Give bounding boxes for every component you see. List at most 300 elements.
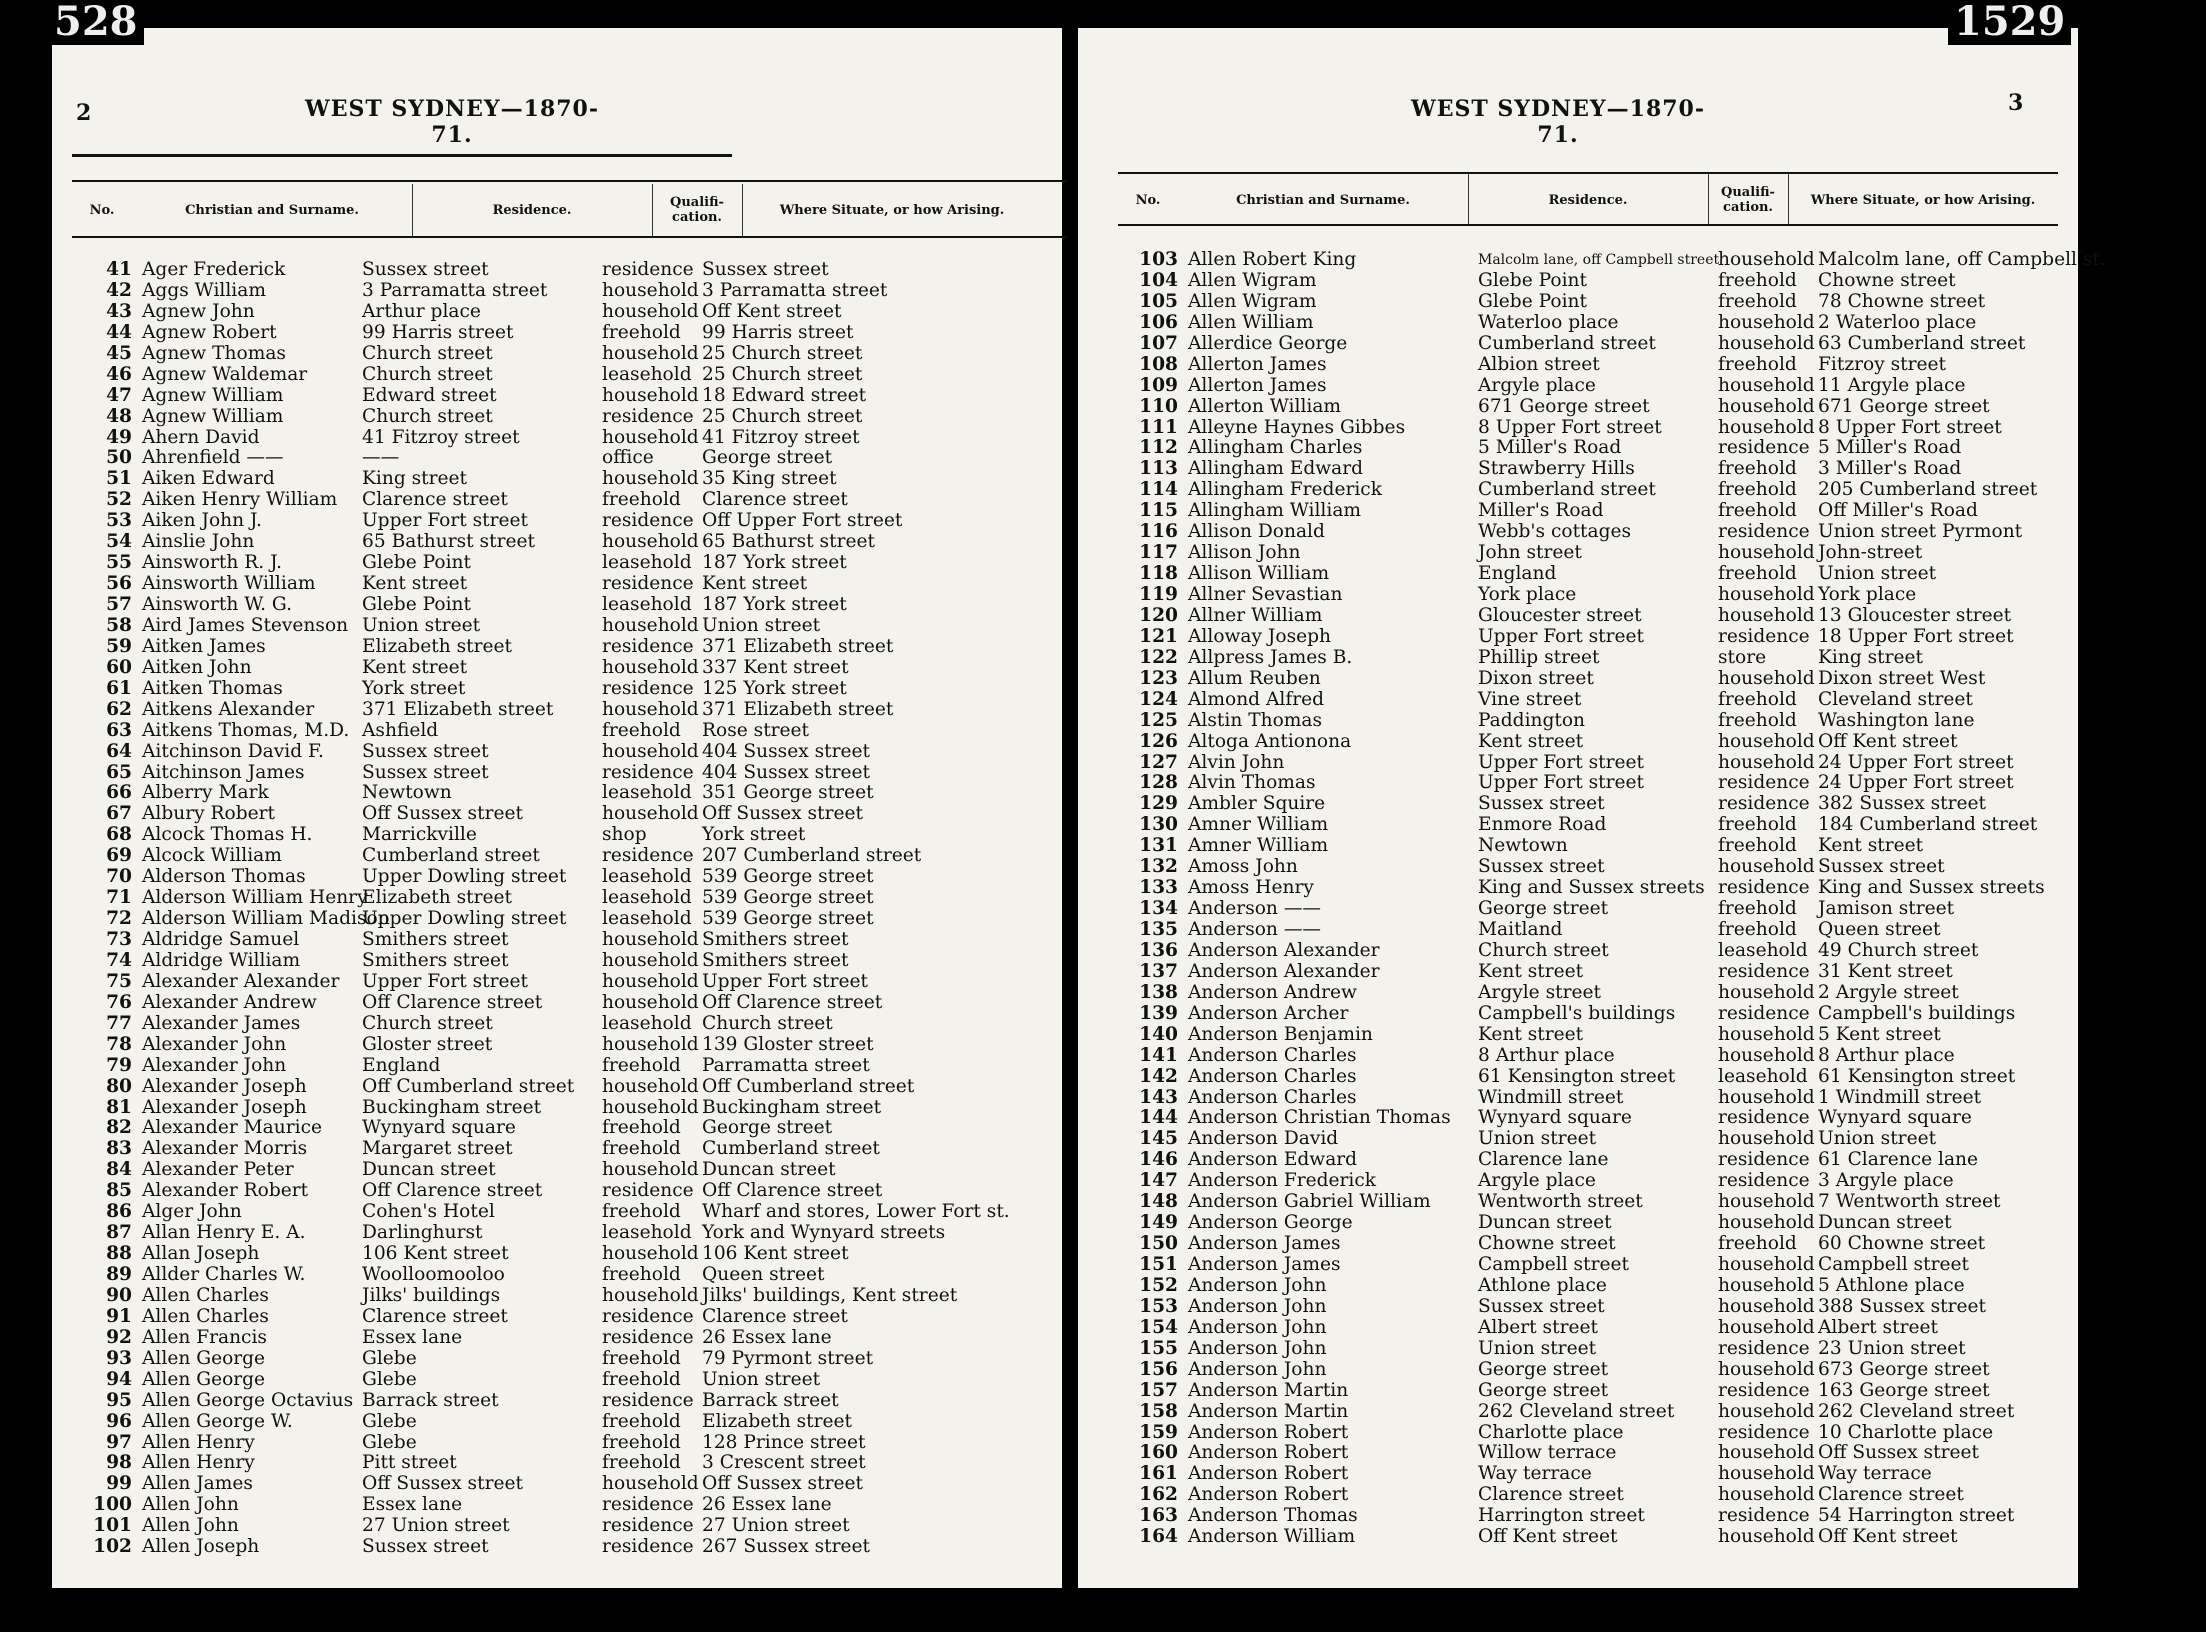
entry-where-situate: Off Sussex street: [1818, 1442, 1979, 1464]
entry-qualification: household: [602, 949, 699, 971]
entry-residence: Argyle street: [1478, 981, 1601, 1003]
entry-where-situate: 25 Church street: [702, 405, 863, 427]
header-no: No.: [89, 202, 115, 218]
entry-qualification: household: [602, 384, 699, 406]
entry-qualification: residence: [602, 1389, 694, 1411]
list-item: [1118, 1485, 2068, 1506]
entry-where-situate: Elizabeth street: [702, 1410, 852, 1432]
entry-name: Allingham Charles: [1188, 437, 1363, 459]
entry-qualification: leasehold: [602, 552, 692, 574]
entry-name: Agnew Waldemar: [142, 363, 308, 385]
entry-qualification: household: [602, 1033, 699, 1055]
entry-name: Alcock Thomas H.: [142, 824, 313, 846]
entry-name: Ambler Squire: [1188, 793, 1326, 815]
header-no: No.: [1135, 192, 1161, 208]
entry-where-situate: Rose street: [702, 719, 810, 741]
list-item: [72, 428, 1072, 449]
entry-where-situate: Jamison street: [1818, 898, 1955, 920]
entry-number: 78: [106, 1033, 132, 1055]
entry-name: Alvin Thomas: [1188, 772, 1316, 794]
entry-where-situate: 3 Parramatta street: [702, 279, 888, 301]
list-item: [1118, 1297, 2068, 1318]
entry-qualification: residence: [602, 1305, 694, 1327]
entry-number: 119: [1139, 584, 1178, 605]
entry-where-situate: Campbell street: [1818, 1254, 1969, 1275]
entry-name: Anderson John: [1188, 1316, 1327, 1338]
list-item: [72, 1181, 1072, 1202]
header-where: Where Situate, or how Arising.: [1810, 192, 2036, 208]
entry-number: 156: [1139, 1358, 1178, 1380]
entry-residence: Argyle place: [1478, 374, 1596, 396]
entry-name: Amoss John: [1188, 856, 1298, 878]
entry-residence: Off Kent street: [1478, 1526, 1618, 1548]
entry-number: 59: [106, 635, 132, 657]
list-item: [1118, 1171, 2068, 1192]
entry-number: 57: [106, 594, 132, 615]
entry-where-situate: Upper Fort street: [702, 970, 869, 992]
list-item: [1118, 1506, 2068, 1527]
list-item: [72, 1265, 1072, 1286]
entry-qualification: freehold: [602, 1347, 681, 1369]
list-item: [1118, 962, 2068, 983]
entry-number: 108: [1139, 353, 1178, 375]
entry-residence: Sussex street: [362, 740, 489, 762]
entry-qualification: freehold: [1718, 835, 1797, 857]
entry-where-situate: 23 Union street: [1818, 1337, 1966, 1359]
list-item: [72, 1370, 1072, 1391]
entry-name: Anderson David: [1188, 1128, 1339, 1150]
entry-qualification: residence: [1718, 1337, 1810, 1359]
entry-residence: Gloster street: [362, 1033, 493, 1055]
list-item: [1118, 1088, 2068, 1109]
entry-where-situate: George street: [702, 447, 833, 469]
entry-residence: Glebe Point: [362, 594, 471, 615]
entry-residence: Chowne street: [1478, 1233, 1616, 1255]
entry-qualification: household: [1718, 311, 1815, 333]
table-header: [72, 188, 1042, 232]
entry-residence: Waterloo place: [1478, 311, 1619, 333]
list-item: [1118, 941, 2068, 962]
list-item: [1118, 249, 2106, 271]
entry-residence: Wynyard square: [1478, 1107, 1632, 1129]
entry-qualification: residence: [1718, 437, 1810, 459]
entry-residence: Paddington: [1478, 709, 1586, 731]
entry-name: Agnew Robert: [142, 321, 277, 343]
entry-number: 54: [106, 531, 132, 553]
list-item: [1118, 292, 2068, 313]
entry-number: 42: [106, 279, 132, 301]
entry-number: 99: [106, 1473, 132, 1495]
entry-name: Aitken John: [142, 656, 252, 678]
page-title: WEST SYDNEY—1870-71.: [1410, 96, 1705, 148]
entry-qualification: freehold: [602, 1054, 681, 1076]
entry-residence: Vine street: [1478, 688, 1582, 710]
entry-residence: Woolloomooloo: [362, 1264, 505, 1285]
entry-number: 113: [1139, 458, 1178, 480]
entry-residence: Pitt street: [362, 1452, 457, 1474]
entry-number: 142: [1139, 1065, 1178, 1087]
entry-where-situate: 13 Gloucester street: [1818, 604, 2012, 626]
entry-where-situate: Union street: [1818, 563, 1937, 585]
entry-qualification: household: [1718, 981, 1815, 1003]
entry-number: 87: [106, 1222, 132, 1244]
entry-residence: Darlinghurst: [362, 1222, 483, 1244]
entry-where-situate: York and Wynyard streets: [702, 1222, 946, 1244]
entry-name: Anderson Robert: [1188, 1463, 1349, 1485]
entry-qualification: residence: [602, 510, 694, 532]
entry-name: Ainsworth W. G.: [142, 594, 293, 615]
entry-name: Allner William: [1188, 604, 1323, 626]
entry-number: 126: [1139, 730, 1178, 752]
entry-number: 67: [106, 803, 132, 825]
entry-name: Agnew William: [142, 405, 284, 427]
entry-qualification: residence: [602, 1180, 694, 1202]
entry-name: Allder Charles W.: [142, 1264, 306, 1285]
entry-number: 51: [106, 468, 132, 490]
page-number: 3: [2008, 90, 2024, 116]
list-item: [1118, 334, 2068, 355]
entry-where-situate: 25 Church street: [702, 363, 863, 385]
list-item: [72, 1035, 1072, 1056]
entry-residence: Duncan street: [1478, 1212, 1612, 1234]
entry-qualification: household: [602, 1096, 699, 1118]
entry-where-situate: 205 Cumberland street: [1818, 479, 2038, 501]
entry-where-situate: Union street: [702, 614, 821, 636]
entry-where-situate: Albert street: [1818, 1316, 1938, 1338]
entry-name: Anderson Robert: [1188, 1442, 1349, 1464]
entry-qualification: household: [1718, 1358, 1815, 1380]
entry-qualification: freehold: [602, 1201, 681, 1223]
list-item: [72, 825, 1072, 846]
entry-where-situate: 673 George street: [1818, 1358, 1990, 1380]
entry-number: 158: [1139, 1400, 1178, 1422]
entry-number: 106: [1139, 311, 1178, 333]
entry-where-situate: Off Kent street: [1818, 1526, 1958, 1548]
list-item: [72, 993, 1072, 1014]
entry-number: 141: [1139, 1044, 1178, 1066]
entry-where-situate: Queen street: [1818, 919, 1941, 940]
entry-name: Anderson Benjamin: [1188, 1023, 1373, 1045]
list-item: [72, 1474, 1072, 1495]
list-item: [72, 1412, 1072, 1433]
entry-residence: Albion street: [1478, 353, 1600, 375]
entry-where-situate: York place: [1818, 584, 1917, 605]
entry-number: 115: [1139, 500, 1178, 522]
entry-residence: Albert street: [1478, 1316, 1598, 1338]
entry-qualification: residence: [1718, 1505, 1810, 1527]
list-item: [72, 469, 1072, 490]
entry-where-situate: 262 Cleveland street: [1818, 1400, 2015, 1422]
entry-name: Allen Charles: [142, 1284, 269, 1306]
entry-qualification: residence: [1718, 1379, 1810, 1401]
list-item: [1118, 271, 2068, 292]
entry-number: 101: [93, 1515, 132, 1537]
list-item: [72, 365, 1072, 386]
list-item: [1118, 732, 2068, 753]
entry-qualification: household: [1718, 249, 1815, 270]
entry-where-situate: Union street: [702, 1368, 821, 1390]
list-item: [1118, 753, 2068, 774]
entry-where-situate: Off Sussex street: [702, 1473, 863, 1495]
entry-residence: 5 Miller's Road: [1478, 437, 1622, 459]
entry-qualification: household: [602, 531, 699, 553]
entry-name: Anderson Alexander: [1188, 939, 1380, 961]
entry-where-situate: Union street Pyrmont: [1818, 521, 2023, 543]
entry-number: 145: [1139, 1128, 1178, 1150]
entry-residence: Off Clarence street: [362, 1180, 543, 1202]
col-divider: [1788, 174, 1789, 224]
entry-where-situate: 128 Prince street: [702, 1431, 866, 1453]
entry-number: 92: [106, 1326, 132, 1348]
list-item: [1118, 1423, 2068, 1444]
entry-name: Allen Henry: [142, 1452, 255, 1474]
entry-where-situate: Dixon street West: [1818, 667, 1986, 689]
entry-qualification: household: [602, 1243, 699, 1265]
entry-residence: Kent street: [362, 573, 468, 595]
entry-qualification: household: [1718, 604, 1815, 626]
list-item: [72, 1160, 1072, 1181]
entry-name: Anderson John: [1188, 1337, 1327, 1359]
entry-name: Allison John: [1188, 542, 1301, 564]
entry-where-situate: 11 Argyle place: [1818, 374, 1966, 396]
header-top-rule: [72, 180, 1067, 182]
list-item: [1118, 815, 2068, 836]
entry-qualification: household: [602, 929, 699, 950]
page-number: 2: [76, 100, 92, 126]
entry-name: Ahrenfield ——: [142, 447, 284, 469]
entry-name: Allingham Frederick: [1188, 479, 1382, 501]
page-title: WEST SYDNEY—1870-71.: [304, 96, 599, 148]
entry-residence: Barrack street: [362, 1389, 499, 1411]
entry-residence: Jilks' buildings: [362, 1284, 501, 1306]
list-item: [1118, 1046, 2068, 1067]
entry-qualification: household: [1718, 1086, 1815, 1108]
entry-where-situate: John-street: [1818, 542, 1923, 564]
entry-number: 61: [106, 677, 132, 699]
list-item: [1118, 1129, 2068, 1150]
entry-qualification: freehold: [602, 1410, 681, 1432]
entry-residence: Upper Dowling street: [362, 866, 567, 888]
entry-name: Allen William: [1188, 311, 1314, 333]
entry-name: Ainslie John: [142, 531, 255, 553]
entry-qualification: leasehold: [602, 908, 692, 930]
entry-number: 72: [106, 908, 132, 930]
entry-residence: 27 Union street: [362, 1515, 510, 1537]
entry-residence: Church street: [362, 1012, 493, 1034]
entry-residence: Maitland: [1478, 919, 1563, 940]
entry-name: Allen George: [142, 1347, 266, 1369]
list-item: [1118, 648, 2068, 669]
entry-where-situate: 27 Union street: [702, 1515, 850, 1537]
entry-where-situate: Way terrace: [1818, 1463, 1932, 1485]
list-item: [1118, 836, 2068, 857]
entry-name: Allen George Octavius: [142, 1389, 354, 1411]
entry-residence: Gloucester street: [1478, 604, 1642, 626]
list-item: [1118, 1234, 2068, 1255]
entry-residence: Church street: [1478, 939, 1609, 961]
entry-residence: Clarence lane: [1478, 1149, 1609, 1171]
entry-where-situate: Kent street: [1818, 835, 1924, 857]
entry-number: 131: [1139, 835, 1178, 857]
list-item: [1118, 773, 2068, 794]
entry-number: 43: [106, 300, 132, 322]
entry-name: Anderson John: [1188, 1274, 1327, 1296]
col-divider: [1468, 174, 1469, 224]
entry-residence: Argyle place: [1478, 1170, 1596, 1192]
entry-number: 148: [1139, 1191, 1178, 1213]
entry-number: 63: [106, 719, 132, 741]
list-item: [72, 888, 1072, 909]
col-divider: [742, 184, 743, 236]
entry-qualification: freehold: [1718, 458, 1797, 480]
entry-qualification: residence: [602, 1515, 694, 1537]
entry-where-situate: 371 Elizabeth street: [702, 698, 894, 720]
entry-name: Allen Henry: [142, 1431, 255, 1453]
entry-name: Anderson ——: [1188, 898, 1322, 920]
entry-where-situate: 54 Harrington street: [1818, 1505, 2015, 1527]
entry-qualification: household: [602, 300, 699, 322]
list-item: [1118, 313, 2068, 334]
entry-residence: Margaret street: [362, 1138, 513, 1160]
entry-name: Anderson Robert: [1188, 1484, 1349, 1506]
entry-name: Agnew Thomas: [142, 342, 286, 364]
entry-number: 73: [106, 929, 132, 950]
entry-name: Alger John: [142, 1201, 242, 1223]
list-item: [72, 490, 1072, 511]
entry-qualification: household: [602, 970, 699, 992]
entry-residence: King street: [362, 468, 468, 490]
entry-qualification: freehold: [602, 719, 681, 741]
entry-name: Anderson Charles: [1188, 1086, 1357, 1108]
entry-where-situate: Queen street: [702, 1264, 825, 1285]
list-item: [1118, 397, 2068, 418]
entry-where-situate: 267 Sussex street: [702, 1536, 870, 1558]
entry-name: Alexander Robert: [142, 1180, 309, 1202]
entry-residence: Kent street: [1478, 730, 1584, 752]
entry-number: 83: [106, 1138, 132, 1160]
entry-qualification: household: [602, 342, 699, 364]
entry-residence: George street: [1478, 1379, 1609, 1401]
entry-number: 93: [106, 1347, 132, 1369]
list-item: [72, 1244, 1072, 1265]
entry-qualification: residence: [1718, 625, 1810, 647]
entry-where-situate: 26 Essex lane: [702, 1494, 832, 1516]
header-top-rule: [1118, 172, 2058, 174]
entry-name: Albury Robert: [142, 803, 276, 825]
entry-name: Alleyne Haynes Gibbes: [1188, 416, 1406, 438]
entry-residence: Wynyard square: [362, 1117, 516, 1139]
entry-residence: Upper Fort street: [1478, 625, 1645, 647]
entry-name: Alderson Thomas: [142, 866, 306, 888]
entry-qualification: leasehold: [1718, 1065, 1808, 1087]
list-item: [72, 553, 1072, 574]
list-item: [1118, 1108, 2068, 1129]
entry-number: 48: [106, 405, 132, 427]
list-item: [1118, 983, 2068, 1004]
entry-residence: Dixon street: [1478, 667, 1594, 689]
entry-qualification: shop: [602, 824, 647, 846]
entry-residence: Upper Fort street: [362, 510, 529, 532]
entry-number: 88: [106, 1243, 132, 1265]
entry-qualification: freehold: [602, 1452, 681, 1474]
list-item: [72, 909, 1072, 930]
list-item: [1118, 1464, 2068, 1485]
entry-where-situate: York street: [702, 824, 806, 846]
list-item: [72, 1098, 1072, 1119]
entry-name: Alexander Joseph: [142, 1096, 307, 1118]
entry-name: Alcock William: [142, 845, 282, 867]
entry-residence: Edward street: [362, 384, 497, 406]
list-item: [72, 1223, 1072, 1244]
entry-residence: York street: [362, 677, 466, 699]
entry-where-situate: 3 Miller's Road: [1818, 458, 1962, 480]
entry-number: 120: [1139, 604, 1178, 626]
entry-residence: Sussex street: [362, 1536, 489, 1558]
entry-residence: Glebe: [362, 1431, 417, 1453]
entry-where-situate: 184 Cumberland street: [1818, 814, 2038, 836]
entry-number: 143: [1139, 1086, 1178, 1108]
list-item: [72, 804, 1072, 825]
list-item: [72, 407, 1072, 428]
entry-residence: Cumberland street: [1478, 479, 1656, 501]
entry-number: 105: [1139, 290, 1178, 312]
list-item: [72, 574, 1072, 595]
entry-name: Anderson James: [1188, 1233, 1341, 1255]
entry-name: Allingham William: [1188, 500, 1362, 522]
entry-qualification: household: [1718, 332, 1815, 354]
entry-where-situate: Union street: [1818, 1128, 1937, 1150]
entry-where-situate: 61 Kensington street: [1818, 1065, 2016, 1087]
entry-residence: Cumberland street: [1478, 332, 1656, 354]
entry-residence: Duncan street: [362, 1159, 496, 1181]
entry-number: 153: [1139, 1295, 1178, 1317]
entry-name: Anderson Gabriel William: [1188, 1191, 1431, 1213]
entry-name: Aiken Edward: [142, 468, 275, 490]
entry-where-situate: 539 George street: [702, 866, 874, 888]
list-item: [1118, 585, 2068, 606]
entry-qualification: residence: [602, 259, 694, 280]
entry-number: 68: [106, 824, 132, 846]
entry-where-situate: King and Sussex streets: [1818, 877, 2045, 899]
entry-name: Anderson Martin: [1188, 1400, 1349, 1422]
entry-qualification: household: [1718, 730, 1815, 752]
entry-residence: 106 Kent street: [362, 1243, 509, 1265]
list-item: [72, 1286, 1072, 1307]
list-item: [72, 742, 1072, 763]
entry-qualification: freehold: [602, 1264, 681, 1285]
list-item: [72, 344, 1072, 365]
entry-number: 65: [106, 761, 132, 783]
entry-name: Allison William: [1188, 563, 1330, 585]
entry-name: Aitchinson James: [142, 761, 305, 783]
list-item: [1118, 1402, 2068, 1423]
left-page: [52, 28, 1062, 1588]
entry-residence: 99 Harris street: [362, 321, 514, 343]
list-item: [72, 302, 1072, 323]
entry-number: 107: [1139, 332, 1178, 354]
entry-qualification: residence: [1718, 1170, 1810, 1192]
entry-where-situate: 78 Chowne street: [1818, 290, 1986, 312]
entry-name: Anderson Frederick: [1188, 1170, 1377, 1192]
entry-residence: Glebe Point: [1478, 290, 1587, 312]
entry-qualification: household: [1718, 1295, 1815, 1317]
entry-name: Ahern David: [142, 426, 260, 448]
entry-where-situate: 539 George street: [702, 887, 874, 909]
entry-qualification: freehold: [602, 1368, 681, 1390]
entry-where-situate: 125 York street: [702, 677, 847, 699]
entry-qualification: residence: [1718, 1149, 1810, 1171]
entry-qualification: leasehold: [602, 866, 692, 888]
